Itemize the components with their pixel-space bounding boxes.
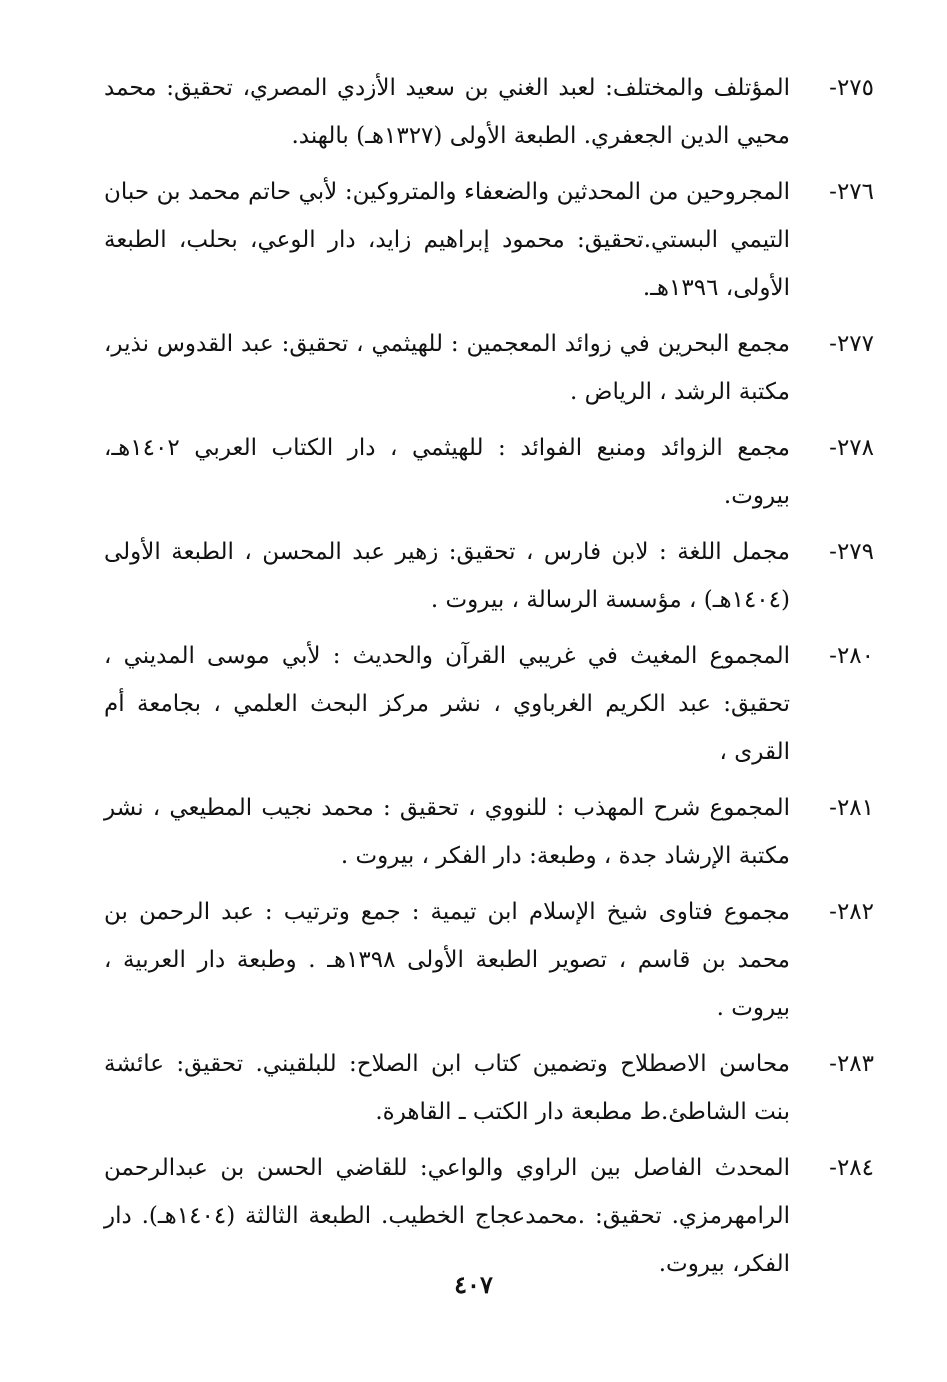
entry-number: ٢٧٦- [829, 179, 874, 205]
bibliography-entry [104, 888, 874, 1032]
entry-number: ٢٧٨- [829, 435, 874, 461]
bibliography-list [104, 64, 874, 1296]
entry-number: ٢٨١- [829, 795, 874, 821]
bibliography-entry [104, 632, 874, 776]
entry-text: المجروحين من المحدثين والضعفاء والمتروكين: لأبي حاتم محمد بن حبان التيمي البستي.تحقيق: محمود إبراهيم زايد، دار الوعي، بحلب، الطبعة الأولى، ١٣٩٦هـ. [104, 179, 790, 301]
entry-text: مجمل اللغة : لابن فارس ، تحقيق: زهير عبد المحسن ، الطبعة الأولى (١٤٠٤هـ) ، مؤسسة الرسالة ، بيروت . [104, 539, 790, 613]
entry-text: المحدث الفاصل بين الراوي والواعي: للقاضي الحسن بن عبدالرحمن الرامهرمزي. تحقيق: .محمدعجاج الخطيب. الطبعة الثالثة (١٤٠٤هـ). دار الفكر، بيروت. [104, 1155, 790, 1277]
bibliography-entry [104, 784, 874, 880]
entry-text: محاسن الاصطلاح وتضمين كتاب ابن الصلاح: للبلقيني. تحقيق: عائشة بنت الشاطئ.ط مطبعة دار الكتب ـ القاهرة. [104, 1051, 790, 1125]
entry-number: ٢٨٤- [829, 1155, 874, 1181]
entry-number: ٢٨٢- [829, 899, 874, 925]
page-number: ٤٠٧ [454, 1270, 493, 1299]
bibliography-entry [104, 528, 874, 624]
entry-number: ٢٧٧- [829, 331, 874, 357]
entry-number: ٢٧٥- [829, 75, 874, 101]
entry-text: المجموع المغيث في غريبي القرآن والحديث : لأبي موسى المديني ، تحقيق: عبد الكريم الغرباوي ، نشر مركز البحث العلمي ، بجامعة أم القرى ، [104, 643, 790, 765]
bibliography-entry [104, 168, 874, 312]
entry-text: مجموع فتاوى شيخ الإسلام ابن تيمية : جمع وترتيب : عبد الرحمن بن محمد بن قاسم ، تصوير الطبعة الأولى ١٣٩٨هـ . وطبعة دار العربية ، بيروت . [104, 899, 790, 1021]
entry-number: ٢٧٩- [829, 539, 874, 565]
bibliography-entry [104, 1040, 874, 1136]
bibliography-entry [104, 1144, 874, 1288]
entry-text: المؤتلف والمختلف: لعبد الغني بن سعيد الأزدي المصري، تحقيق: محمد محيي الدين الجعفري. الطبعة الأولى (١٣٢٧هـ) بالهند. [104, 75, 790, 149]
entry-number: ٢٨٠- [829, 643, 874, 669]
entry-text: مجمع الزوائد ومنبع الفوائد : للهيثمي ، دار الكتاب العربي ١٤٠٢هـ، بيروت. [104, 435, 790, 509]
bibliography-entry [104, 320, 874, 416]
bibliography-entry [104, 64, 874, 160]
bibliography-entry [104, 424, 874, 520]
entry-text: المجموع شرح المهذب : للنووي ، تحقيق : محمد نجيب المطيعي ، نشر مكتبة الإرشاد جدة ، وطبعة: دار الفكر ، بيروت . [104, 795, 790, 869]
entry-number: ٢٨٣- [829, 1051, 874, 1077]
entry-text: مجمع البحرين في زوائد المعجمين : للهيثمي ، تحقيق: عبد القدوس نذير، مكتبة الرشد ، الرياض . [104, 331, 790, 405]
